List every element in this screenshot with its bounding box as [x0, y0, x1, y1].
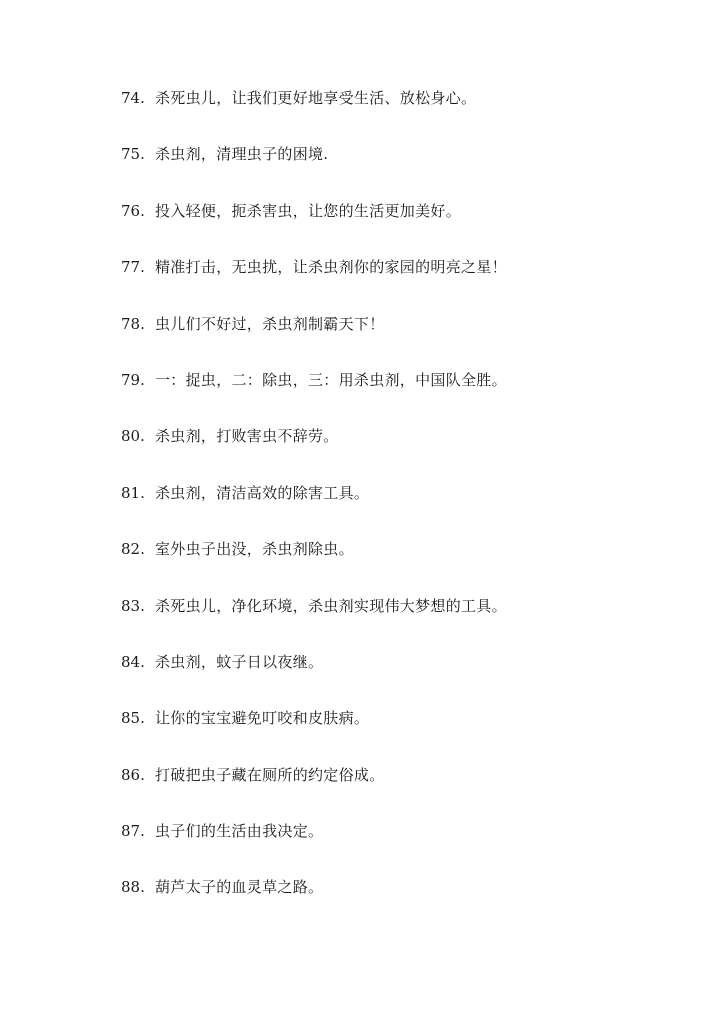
list-item	[121, 368, 507, 424]
item-number: 78.	[121, 314, 145, 333]
list-item	[121, 255, 507, 311]
item-number: 88.	[121, 878, 145, 897]
list-item	[121, 86, 507, 142]
item-text: 杀虫剂，打败害虫不辞劳。	[155, 427, 339, 446]
item-text: 精准打击，无虫扰，让杀虫剂你的家园的明亮之星！	[155, 258, 507, 277]
list-item	[121, 424, 507, 480]
item-number: 74.	[121, 89, 145, 107]
list-item	[121, 819, 507, 875]
item-text: 杀虫剂，清洁高效的除害工具。	[155, 483, 370, 502]
item-number: 84.	[121, 652, 145, 671]
item-number: 79.	[121, 370, 145, 389]
list-item	[121, 650, 507, 706]
item-number: 81.	[121, 483, 145, 502]
item-text: 打破把虫子藏在厕所的约定俗成。	[155, 765, 385, 784]
item-number: 76.	[121, 201, 145, 220]
item-number: 75.	[121, 145, 145, 164]
item-text: 虫子们的生活由我决定。	[155, 822, 324, 841]
item-text: 杀虫剂，清理虫子的困境.	[155, 145, 329, 164]
slogan-list	[121, 86, 507, 932]
list-item	[121, 594, 507, 650]
item-text: 杀死虫儿，让我们更好地享受生活、放松身心。	[155, 89, 477, 107]
item-number: 86.	[121, 765, 145, 784]
item-number: 85.	[121, 709, 145, 728]
item-number: 83.	[121, 596, 145, 615]
item-text: 杀死虫儿，净化环境，杀虫剂实现伟大梦想的工具。	[155, 596, 507, 615]
item-text: 投入轻便，扼杀害虫，让您的生活更加美好。	[155, 201, 462, 220]
item-text: 让你的宝宝避免叮咬和皮肤病。	[155, 709, 370, 728]
item-number: 77.	[121, 258, 145, 277]
list-item	[121, 142, 507, 198]
list-item	[121, 875, 507, 931]
list-item	[121, 312, 507, 368]
list-item	[121, 199, 507, 255]
item-text: 室外虫子出没，杀虫剂除虫。	[155, 540, 354, 559]
list-item	[121, 763, 507, 819]
item-text: 一：捉虫，二：除虫，三：用杀虫剂，中国队全胜。	[155, 370, 507, 389]
item-number: 80.	[121, 427, 145, 446]
list-item	[121, 706, 507, 762]
item-number: 82.	[121, 540, 145, 559]
item-text: 杀虫剂，蚊子日以夜继。	[155, 652, 324, 671]
list-item	[121, 537, 507, 593]
item-number: 87.	[121, 822, 145, 841]
item-text: 葫芦太子的血灵草之路。	[155, 878, 324, 897]
list-item	[121, 481, 507, 537]
item-text: 虫儿们不好过，杀虫剂制霸天下！	[155, 314, 385, 333]
